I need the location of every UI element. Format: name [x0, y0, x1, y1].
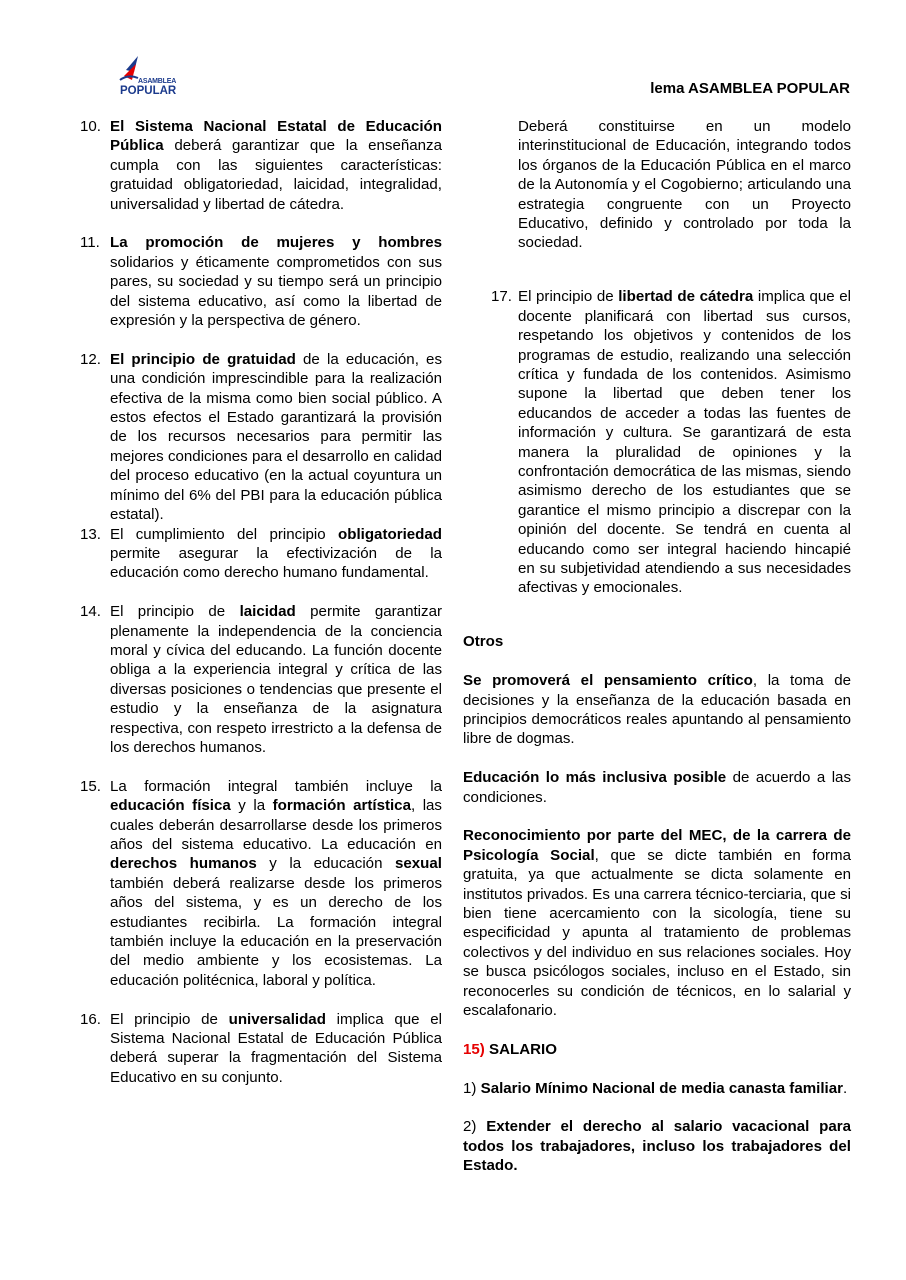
item-text: implica que el docente planificará con libertad sus cursos, respetando los objetivos y contenidos de los programas de estudio, realizando una selección crítica y fundada de los contenidos. Asimismo supone la libertad que deben tener los educandos de acceder a todas las fuentes de información y cultura. Se garantizará de esta manera la pluralidad de opiniones y la confrontación democrática de las mismas, siendo asimismo derecho de los estudiantes que se garantice el mismo principio a discrepar con la opinión del docente. Se tendrá en cuenta al educando como ser integral haciendo hincapié en su subjetividad atendiendo a sus necesidades afectivas y emocionales.	[518, 288, 851, 597]
list-item-14	[80, 602, 442, 757]
item-number: 15.	[80, 777, 101, 795]
item-text: La formación integral también incluye la	[110, 777, 442, 795]
item-number: 11.	[80, 234, 100, 252]
item-text: solidarios y éticamente comprometidos con sus pares, su sociedad y su tiempo será un principio del sistema educativo, así como la libertad de expresión y la perspectiva de género.	[110, 253, 442, 330]
para-bold: Salario Mínimo Nacional de media canasta familiar	[480, 1079, 844, 1097]
paragraph-inclusiva	[463, 768, 851, 807]
salario-item-number: 1)	[463, 1079, 481, 1097]
item-bold: obligatoriedad	[338, 525, 442, 543]
list-item-12	[80, 350, 442, 525]
item-text: deberá garantizar que la enseñanza cumpla con las siguientes características: gratuidad obligatoriedad, laicidad, integralidad, universalidad y libertad de cátedra.	[110, 137, 442, 213]
para-bold: Extender el derecho al salario vacacional para todos los trabajadores, incluso los trabajadores del Estado.	[463, 1118, 851, 1175]
para-bold: Reconocimiento por parte del MEC, de la carrera de Psicología Social	[463, 827, 851, 864]
item-bold: libertad de cátedra	[618, 288, 754, 306]
salario-item-2	[463, 1117, 851, 1175]
list-item-13	[80, 525, 442, 583]
item-bold: universalidad	[228, 1010, 326, 1028]
para-text: , que se dicte también en forma gratuita, ya que actualmente se dicta solamente en institutos privados. Es una carrera técnico-terciaria, que si bien tiene acercamiento con la sicología, tiene su especificidad y apunta al tratamiento de problemas colectivos y del individuo en sus relaciones sociales. Hoy se busca psicólogos sociales, incluso en el Estado, sin reconocerles su condición de técnicos, en lo salarial y escalafonario.	[463, 846, 851, 1019]
item-bold: laicidad	[239, 603, 296, 621]
item-text: implica que el Sistema Nacional Estatal de Educación Pública deberá superar la fragmentación del Sistema Educativo en su conjunto.	[110, 1010, 442, 1086]
logo-text-small: ASAMBLEA	[138, 78, 177, 85]
item-number: 14.	[80, 603, 101, 621]
item-bold: sexual	[395, 855, 442, 873]
item-text: permite asegurar la efectivización de la educación como derecho humano fundamental.	[110, 544, 442, 582]
page-header-title: lema ASAMBLEA POPULAR	[650, 80, 850, 97]
list-item-16-continued: Deberá constituirse en un modelo interinstitucional de Educación, integrando todos los órganos de la Educación Pública en el marco de la Autonomía y el Cogobierno; articulando una estrategia congruente con un Proyecto Educativo, definido y controlado por toda la sociedad.	[518, 118, 851, 252]
item-text: El principio de	[110, 603, 240, 621]
para-bold: Educación lo más inclusiva posible	[463, 769, 727, 787]
heading-text: SALARIO	[484, 1040, 557, 1058]
salario-item-1	[463, 1079, 851, 1098]
para-text: .	[843, 1079, 848, 1097]
logo-text-big: POPULAR	[120, 85, 177, 97]
list-item-17	[463, 287, 851, 598]
item-text: y la	[230, 797, 273, 815]
item-bold: educación física	[110, 797, 231, 815]
item-bold: La promoción de mujeres y hombres	[110, 234, 442, 252]
para-text: , la toma de decisiones y la enseñanza de la educación basada en principios democráticos reales apuntando al pensamiento libre de dogmas.	[463, 672, 851, 748]
paragraph-pensamiento-critico	[463, 671, 851, 749]
item-text: , las cuales deberán desarrollarse desde los primeros años del sistema educativo. La educación en	[110, 797, 442, 853]
right-column	[463, 117, 851, 1176]
item-number: 17.	[491, 288, 512, 306]
left-column	[80, 117, 442, 1087]
item-text: también deberá realizarse desde los primeros años del sistema, y es un derecho de los estudiantes recibirla. La formación integral también incluye la educación en la preservación del medio ambiente y los ecosistemas. La educación politécnica, laboral y política.	[110, 874, 442, 989]
item-number: 13.	[80, 525, 101, 543]
item-text: El cumplimiento del principio	[110, 525, 339, 543]
item-text: El principio de	[518, 288, 619, 306]
item-bold: formación artística	[272, 797, 411, 815]
list-item-16	[80, 1010, 442, 1088]
list-item-15	[80, 777, 442, 990]
list-item-10	[80, 117, 442, 214]
para-bold: Se promoverá el pensamiento crítico	[463, 672, 753, 690]
heading-text: Otros	[463, 633, 504, 651]
section-number: 15)	[463, 1040, 485, 1058]
list-item-11	[80, 233, 442, 330]
section-heading-salario	[463, 1040, 851, 1059]
item-number: 16.	[80, 1010, 101, 1028]
item-bold: derechos humanos	[110, 855, 257, 873]
paragraph-psicologia-social	[463, 826, 851, 1020]
item-number: 10.	[80, 118, 101, 135]
item-text: y la educación	[256, 855, 395, 873]
salario-item-number: 2)	[463, 1118, 487, 1136]
item-text: de la educación, es una condición imprescindible para la realización efectiva de la misma como bien social público. A estos efectos el Estado garantizará la provisión de los recursos necesarios para permitir las mejores condiciones para el desarrollo en calidad del proceso educativo (en la actual coyuntura un mínimo del 6% del PBI para la educación pública estatal).	[110, 350, 442, 524]
para-text: de acuerdo a las condiciones.	[463, 769, 851, 806]
item-bold: El Sistema Nacional Estatal de Educación Pública	[110, 118, 442, 155]
item-bold: El principio de gratuidad	[110, 350, 296, 368]
item-text: El principio de	[110, 1010, 229, 1028]
item-number: 12.	[80, 350, 101, 368]
section-heading-otros	[463, 632, 851, 651]
item-text: permite garantizar plenamente la independencia de la conciencia moral y cívica del educando. La función docente obliga a la experiencia integral y crítica de las diversas posiciones o tendencias que presente el estudio y la enseñanza de la asignatura respectiva, con respeto irrestricto a la defensa de los derechos humanos.	[110, 603, 442, 756]
